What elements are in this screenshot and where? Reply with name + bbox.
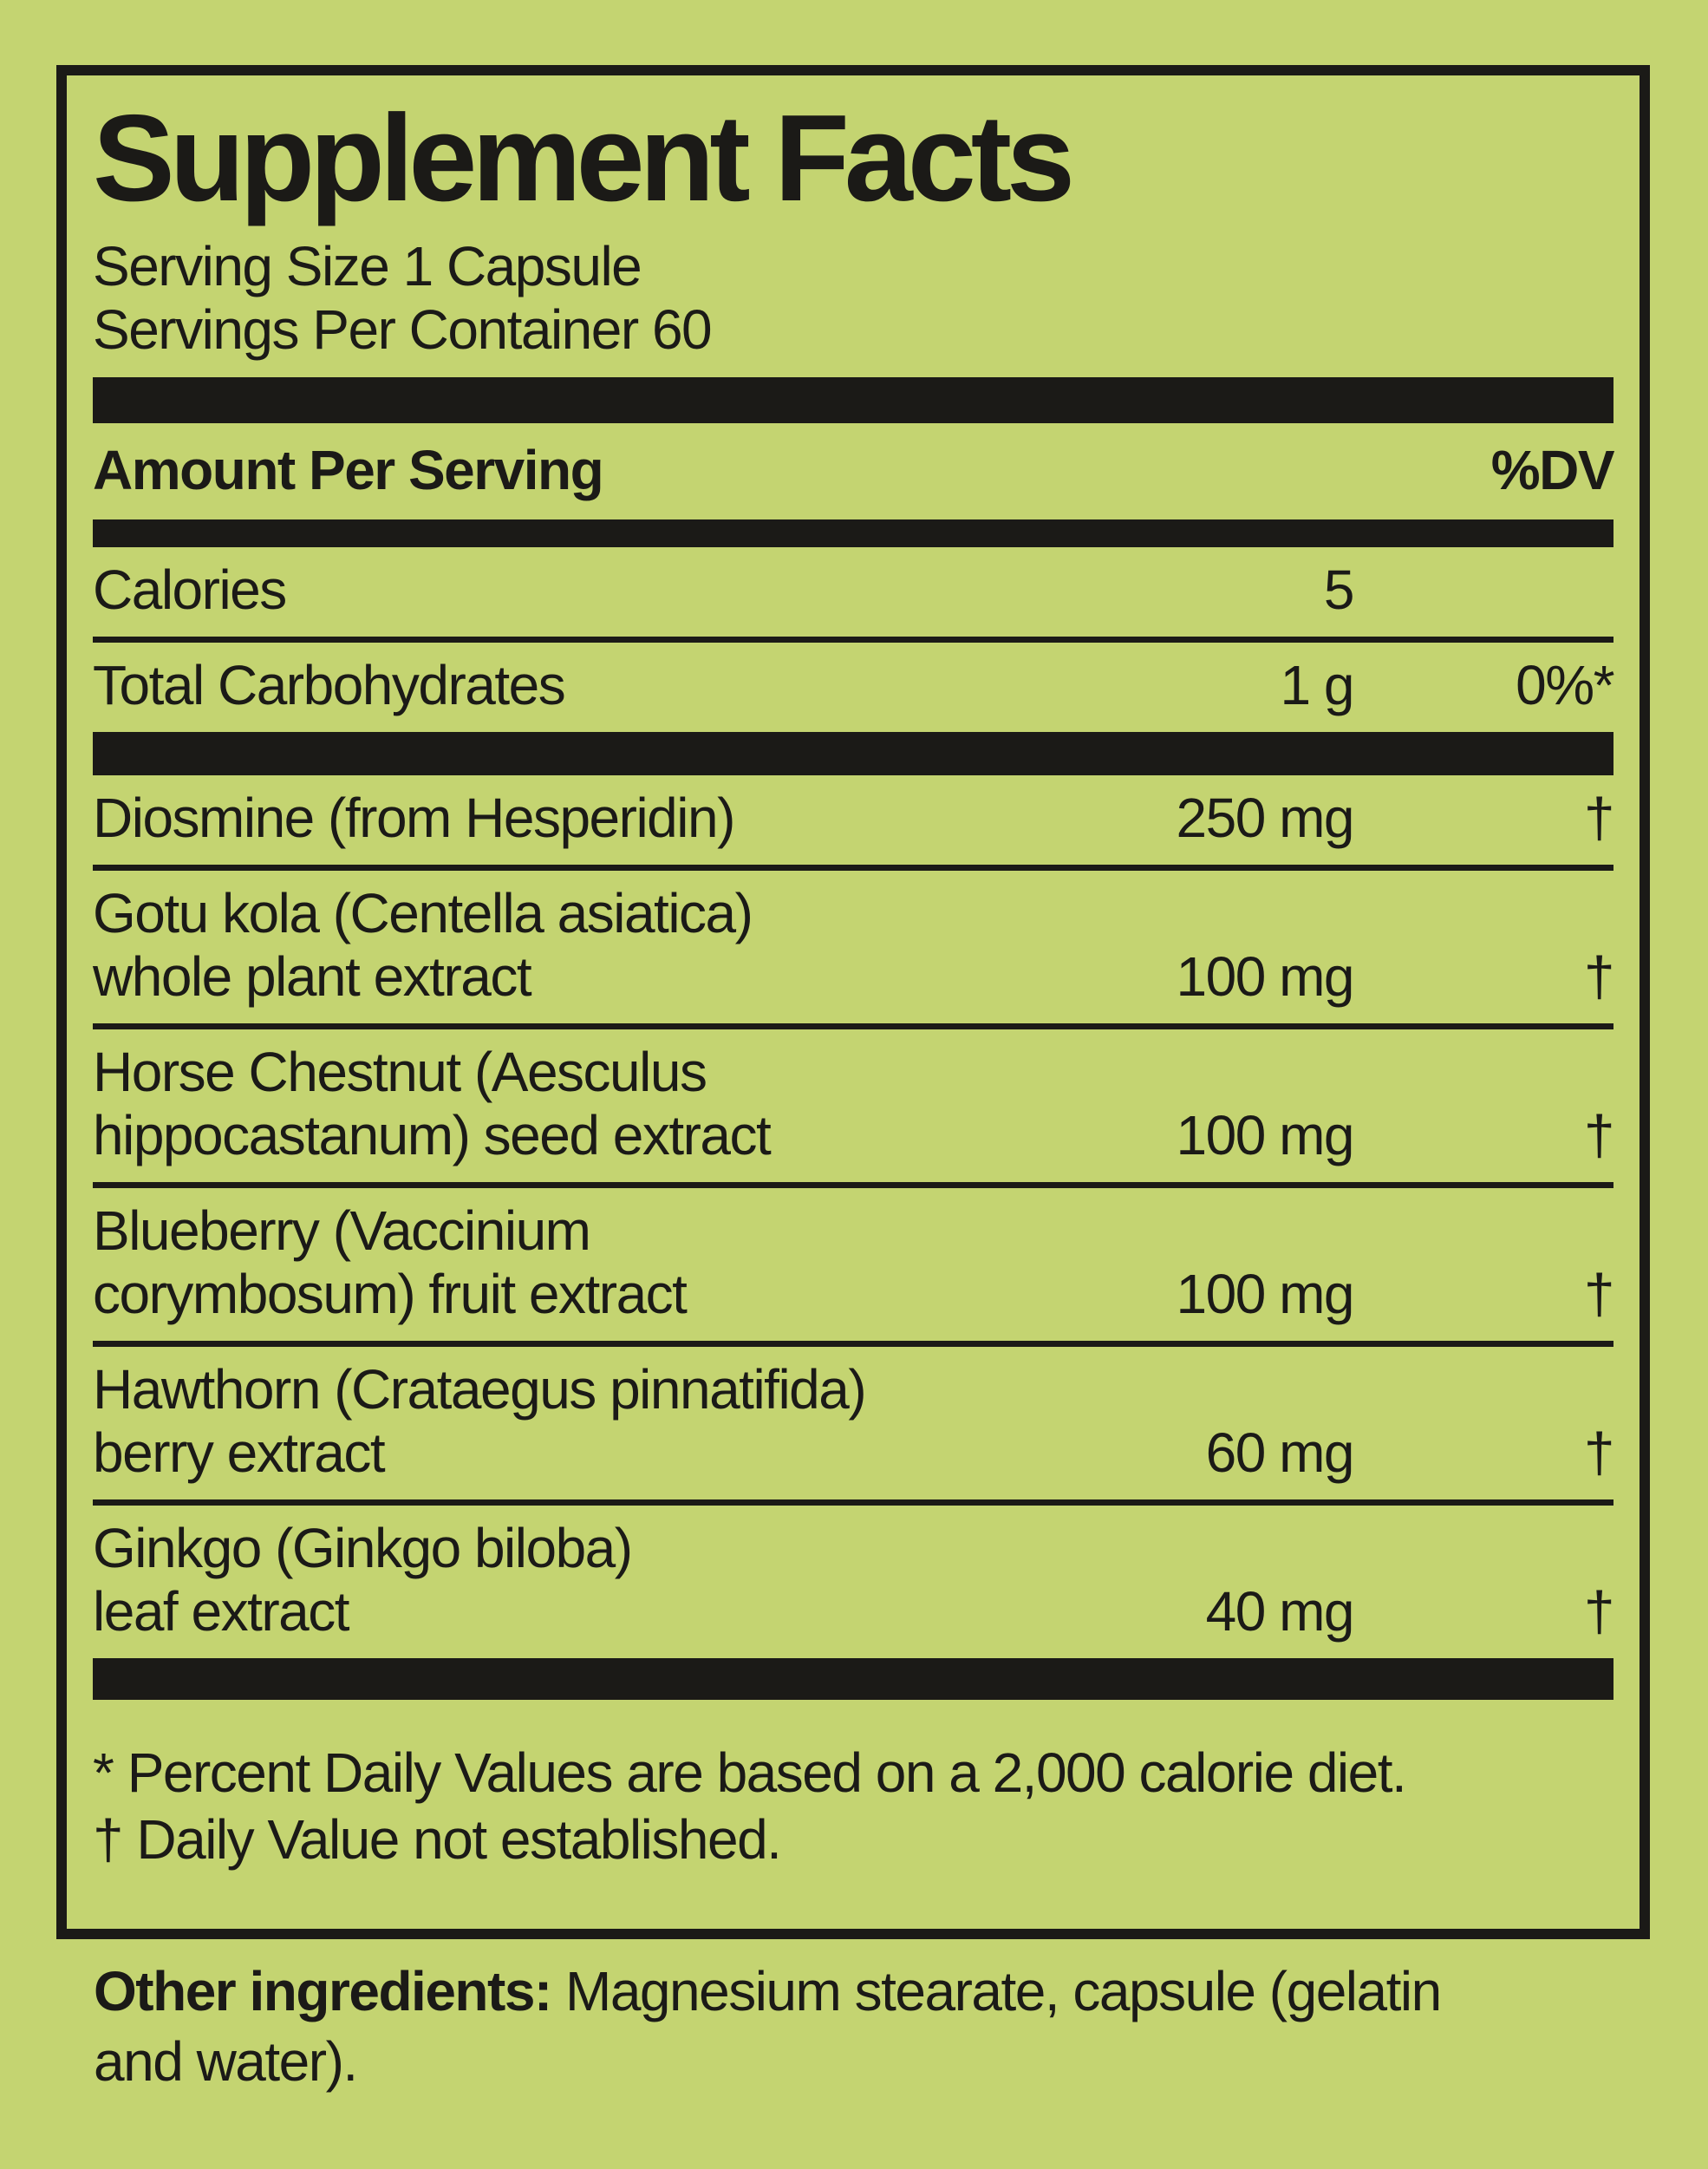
row-ingredient-name: Horse Chestnut (Aesculus hippocastanum) seed extract <box>93 1040 771 1166</box>
row-ingredient-name: Hawthorn (Crataegus pinnatifida) berry extract <box>93 1357 866 1484</box>
panel-title: Supplement Facts <box>93 89 1071 227</box>
row-ingredient-name: Ginkgo (Ginkgo biloba) leaf extract <box>93 1516 632 1643</box>
row-daily-value: † <box>1583 1421 1613 1484</box>
other-ingredients-line1 <box>94 1957 1620 2027</box>
row-amount: 250 mg <box>1176 786 1353 849</box>
serving-info <box>93 235 1613 362</box>
table-row <box>93 1182 1613 1341</box>
row-daily-value: † <box>1583 944 1613 1008</box>
table-row <box>93 775 1613 865</box>
table-row <box>93 865 1613 1023</box>
row-ingredient-name: Blueberry (Vaccinium corymbosum) fruit extract <box>93 1199 687 1325</box>
botanical-rows <box>93 775 1613 1658</box>
row-daily-value: † <box>1583 1262 1613 1325</box>
divider-bar-bottom <box>93 1658 1613 1700</box>
divider-bar-top <box>93 377 1613 423</box>
column-header-row <box>93 423 1613 519</box>
amount-per-serving-header: Amount Per Serving <box>93 438 603 501</box>
table-row <box>93 1341 1613 1499</box>
footnote-daily-value: † Daily Value not established. <box>93 1807 781 1871</box>
divider-bar-header <box>93 519 1613 547</box>
row-daily-value: † <box>1583 1103 1613 1166</box>
serving-size-line: Serving Size 1 Capsule <box>93 234 642 297</box>
table-row <box>93 1499 1613 1658</box>
row-ingredient-name: Gotu kola (Centella asiatica) whole plant extract <box>93 881 753 1008</box>
other-ingredients-text: Magnesium stearate, capsule (gelatin <box>565 1960 1441 2022</box>
other-ingredients-line2: and water). <box>94 2030 357 2093</box>
row-amount: 40 mg <box>1205 1579 1353 1643</box>
supplement-facts-panel <box>56 65 1650 1939</box>
table-row <box>93 1023 1613 1182</box>
row-ingredient-name: Diosmine (from Hesperidin) <box>93 786 734 849</box>
row-amount: 100 mg <box>1176 1262 1353 1325</box>
table-row <box>93 637 1613 732</box>
nutrient-rows <box>93 547 1613 732</box>
row-amount: 5 <box>1323 558 1353 621</box>
footnotes <box>93 1700 1613 1873</box>
servings-per-container-line: Servings Per Container 60 <box>93 297 712 361</box>
row-amount: 100 mg <box>1176 944 1353 1008</box>
percent-dv-header: %DV <box>1490 438 1613 501</box>
row-ingredient-name: Total Carbohydrates <box>93 653 565 716</box>
other-ingredients <box>94 1957 1620 2097</box>
table-row <box>93 547 1613 637</box>
row-amount: 1 g <box>1280 653 1353 716</box>
row-daily-value: † <box>1583 786 1613 849</box>
other-ingredients-label: Other ingredients: <box>94 1960 551 2022</box>
row-ingredient-name: Calories <box>93 558 286 621</box>
row-daily-value: † <box>1583 1579 1613 1643</box>
divider-bar-middle <box>93 732 1613 775</box>
footnote-percent-dv: * Percent Daily Values are based on a 2,000 calorie diet. <box>93 1741 1406 1804</box>
row-amount: 100 mg <box>1176 1103 1353 1166</box>
row-amount: 60 mg <box>1205 1421 1353 1484</box>
row-daily-value: 0%* <box>1516 653 1613 716</box>
